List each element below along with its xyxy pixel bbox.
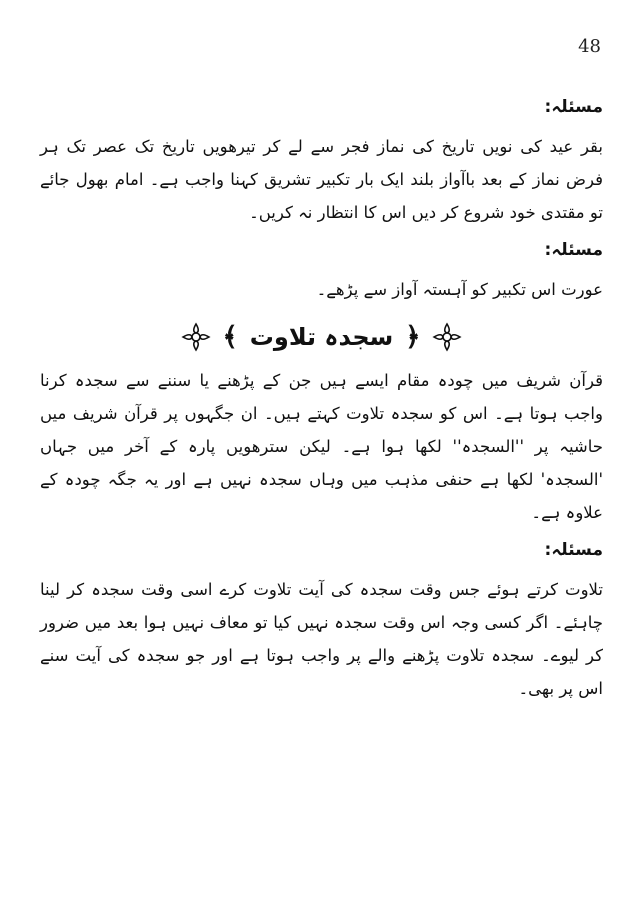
page-content <box>40 92 603 711</box>
title-bracket-close: ﴾ <box>222 322 238 352</box>
floral-ornament-icon <box>181 322 211 352</box>
page-number: 48 <box>578 36 601 57</box>
masla-heading-2: مسئلہ: <box>544 240 603 260</box>
masla-text-2: عورت اس تکبیر کو آہستہ آواز سے پڑھے۔ <box>316 280 603 299</box>
masla-heading-1: مسئلہ: <box>544 97 603 117</box>
section-title <box>40 322 603 352</box>
title-bracket-open: ﴿ <box>405 322 421 352</box>
masla-text-3: تلاوت کرتے ہوئے جس وقت سجدہ کی آیت تلاوت کرے اسی وقت سجدہ کر لینا چاہئے۔ اگر کسی وجہ اس وقت سجدہ نہیں کیا تو معاف نہیں ہوا بعد میں ضرور کر لیوے۔ سجدہ تلاوت پڑھنے والے پر واجب ہوتا ہے اور جو سجدہ کی آیت سنے اس پر بھی۔ <box>40 580 603 698</box>
masla-heading-3: مسئلہ: <box>544 540 603 560</box>
floral-ornament-icon <box>432 322 462 352</box>
masla-text-1: بقر عید کی نویں تاریخ کی نماز فجر سے لے کر تیرھویں تاریخ تک عصر تک ہر فرض نماز کے بعد باآواز بلند ایک بار تکبیر تشریق کہنا واجب ہے۔ امام بھول جائے تو مقتدی خود شروع کر دیں اس کا انتظار نہ کریں۔ <box>40 137 603 222</box>
section-title-text: سجدہ تلاوت <box>249 323 394 351</box>
intro-paragraph: قرآن شریف میں چودہ مقام ایسے ہیں جن کے پڑھنے یا سننے سے سجدہ کرنا واجب ہوتا ہے۔ اس کو سجدہ تلاوت کہتے ہیں۔ ان جگہوں پر قرآن شریف میں حاشیہ پر ''السجدہ'' لکھا ہوا ہے۔ لیکن سترھویں پارہ کے آخر میں جہاں 'السجدہ' لکھا ہے حنفی مذہب میں وہاں سجدہ نہیں ہے اور یہ جگہ چودہ کے علاوہ ہے۔ <box>40 371 603 522</box>
